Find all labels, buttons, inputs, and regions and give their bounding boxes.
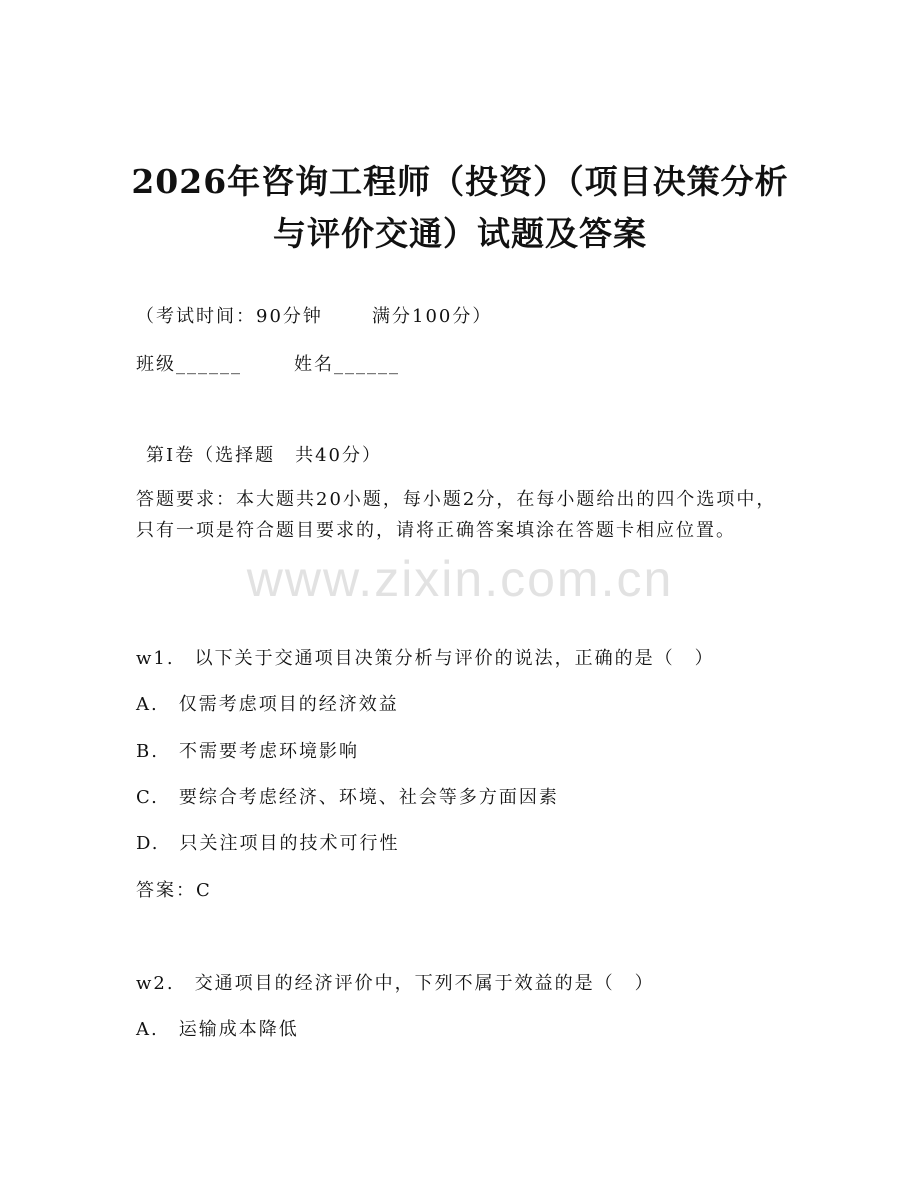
name-field-label: 姓名______ bbox=[294, 354, 400, 375]
question-1-option-d: D. 只关注项目的技术可行性 bbox=[136, 833, 400, 854]
question-1-option-a: A. 仅需考虑项目的经济效益 bbox=[136, 694, 399, 715]
question-1-option-c: C. 要综合考虑经济、环境、社会等多方面因素 bbox=[136, 787, 559, 808]
question-1-answer: 答案：C bbox=[136, 880, 212, 901]
class-field-label: 班级______ bbox=[136, 354, 242, 375]
full-score: 满分100分） bbox=[372, 306, 493, 327]
question-2-stem: w2. 交通项目的经济评价中，下列不属于效益的是（ ） bbox=[136, 973, 655, 994]
exam-time: （考试时间：90分钟 bbox=[136, 306, 323, 327]
answer-instructions: 答题要求：本大题共20小题，每小题2分，在每小题给出的四个选项中，只有一项是符合题目要求的，请将正确答案填涂在答题卡相应位置。 bbox=[136, 489, 777, 541]
document-title-line-1: 2026年咨询工程师（投资）（项目决策分析 bbox=[131, 162, 789, 201]
question-1-stem: w1. 以下关于交通项目决策分析与评价的说法，正确的是（ ） bbox=[136, 648, 715, 669]
question-1-option-b: B. 不需要考虑环境影响 bbox=[136, 741, 359, 762]
watermark: www.zixin.com.cn bbox=[246, 551, 674, 607]
section-heading: 第I卷（选择题 共40分） bbox=[146, 445, 383, 466]
document-title-line-2: 与评价交通）试题及答案 bbox=[273, 214, 647, 253]
question-2-option-a: A. 运输成本降低 bbox=[136, 1019, 299, 1040]
